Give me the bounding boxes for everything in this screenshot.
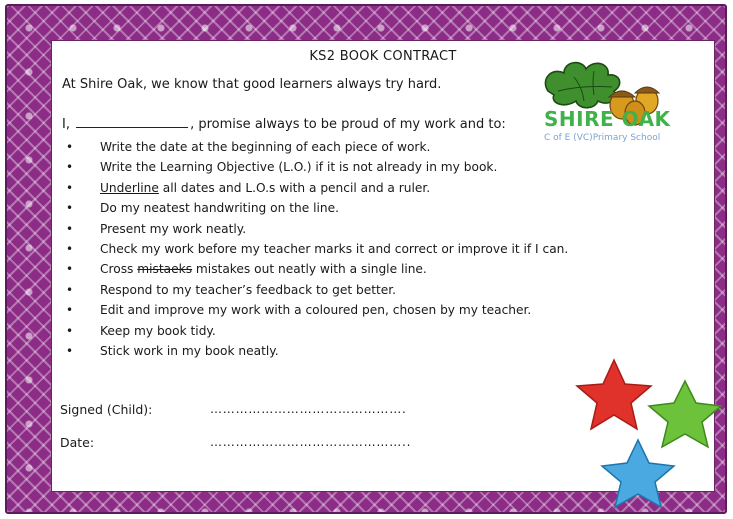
list-item-text: Respond to my teacher’s feedback to get better.	[100, 282, 397, 297]
struck-word: mistaeks	[137, 262, 193, 277]
list-item-text: Stick work in my book neatly.	[100, 344, 279, 359]
list-item	[62, 178, 662, 198]
date-dots: ………………………………………..	[210, 435, 412, 449]
signed-label: Signed (Child):	[60, 402, 153, 417]
date-label: Date:	[60, 435, 95, 450]
name-blank	[76, 117, 188, 128]
list-item-text: Keep my book tidy.	[100, 323, 216, 338]
decorative-border	[5, 4, 727, 514]
list-item	[62, 341, 662, 361]
list-item-text: Write the date at the beginning of each piece of work.	[100, 140, 431, 154]
promise-prefix: I,	[62, 117, 70, 132]
list-item	[62, 259, 662, 279]
list-item	[62, 300, 662, 320]
list-item	[62, 280, 662, 300]
list-item-text: Check my work before my teacher marks it and correct or improve it if I can.	[100, 242, 569, 257]
list-item-text: Cross	[100, 262, 138, 277]
list-item	[62, 321, 662, 341]
list-item-text: Write the Learning Objective (L.O.) if it is not already in my book.	[100, 160, 498, 175]
contract-sheet	[51, 40, 715, 492]
list-item	[62, 219, 662, 239]
list-item	[62, 157, 662, 177]
school-logo-name: SHIRE OAK	[544, 107, 671, 131]
signed-dots: ……………………………………….	[210, 402, 407, 416]
promise-line	[62, 117, 506, 132]
underlined-word: Underline	[100, 180, 159, 195]
promise-suffix: , promise always to be proud of my work and to:	[190, 117, 506, 132]
intro-text: At Shire Oak, we know that good learners always try hard.	[62, 77, 442, 92]
school-logo-subtitle: C of E (VC)Primary School	[544, 133, 661, 143]
list-item-text: Present my work neatly.	[100, 221, 247, 236]
list-item-text: mistakes out neatly with a single line.	[192, 262, 427, 277]
contract-title: KS2 BOOK CONTRACT	[309, 49, 457, 64]
list-item	[62, 198, 662, 218]
list-item-text: all dates and L.O.s with a pencil and a ruler.	[158, 180, 431, 195]
list-item-text: Do my neatest handwriting on the line.	[100, 201, 339, 216]
promise-list	[62, 137, 662, 361]
list-item-text: Edit and improve my work with a coloured pen, chosen by my teacher.	[100, 303, 532, 318]
list-item	[62, 239, 662, 259]
